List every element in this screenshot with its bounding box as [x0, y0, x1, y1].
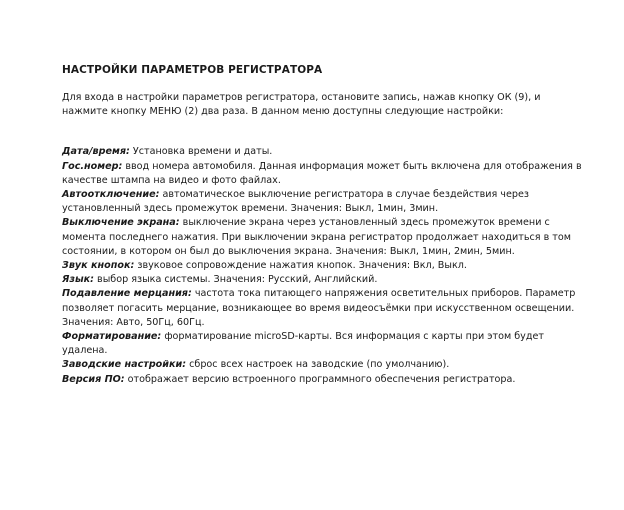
- setting-description: выключение экрана через установленный здесь промежуток времени с момента последнего нажатия. При выключении экрана регистратор продолжает находиться в том состоянии, в котором он был до выключения экрана. Значения: Выкл, 1мин, 2мин, 5мин.: [62, 217, 571, 257]
- setting-description: частота тока питающего напряжения осветительных приборов. Параметр позволяет погасить мерцание, возникающее во время видеосъёмки при искусственном освещении. Значения: Авто, 50Гц, 60Гц.: [62, 288, 576, 328]
- setting-firmware-version: [62, 373, 582, 387]
- setting-description: форматирование microSD-карты. Вся информация с карты при этом будет удалена.: [62, 331, 544, 357]
- setting-term: Подавление мерцания:: [62, 288, 192, 300]
- intro-paragraph: Для входа в настройки параметров регистратора, остановите запись, нажав кнопку ОК (9), и нажмите кнопку МЕНЮ (2) два раза. В данном меню доступны следующие настройки:: [62, 92, 541, 118]
- setting-description: отображает версию встроенного программного обеспечения регистратора.: [124, 373, 516, 385]
- setting-term: Гос.номер:: [62, 160, 123, 172]
- setting-license-plate: [62, 160, 582, 188]
- setting-flicker-suppression: [62, 287, 582, 330]
- manual-page: [62, 63, 582, 387]
- setting-term: Язык:: [62, 274, 94, 286]
- setting-description: выбор языка системы. Значения: Русский, Английский.: [94, 274, 378, 286]
- setting-factory-reset: [62, 358, 582, 372]
- setting-screen-off: [62, 216, 582, 259]
- setting-date-time: [62, 145, 582, 159]
- setting-description: Установка времени и даты.: [129, 146, 273, 158]
- setting-formatting: [62, 330, 582, 358]
- setting-term: Выключение экрана:: [62, 217, 180, 229]
- setting-term: Дата/время:: [62, 146, 130, 158]
- settings-list: [62, 145, 582, 386]
- setting-auto-off: [62, 188, 582, 216]
- setting-term: Версия ПО:: [62, 373, 125, 385]
- setting-language: [62, 273, 582, 287]
- setting-button-sound: [62, 259, 582, 273]
- setting-term: Заводские настройки:: [62, 359, 187, 371]
- setting-description: автоматическое выключение регистратора в случае бездействия через установленный здесь промежуток времени. Значения: Выкл, 1мин, 3мин.: [62, 189, 529, 215]
- setting-description: звуковое сопровождение нажатия кнопок. Значения: Вкл, Выкл.: [134, 260, 467, 272]
- setting-term: Звук кнопок:: [62, 260, 135, 272]
- setting-description: сброс всех настроек на заводские (по умолчанию).: [186, 359, 450, 371]
- page-title: НАСТРОЙКИ ПАРАМЕТРОВ РЕГИСТРАТОРА: [62, 64, 323, 76]
- setting-description: ввод номера автомобиля. Данная информация может быть включена для отображения в качестве штампа на видео и фото файлах.: [62, 160, 582, 186]
- setting-term: Автоотключение:: [62, 189, 160, 201]
- setting-term: Форматирование:: [62, 331, 162, 343]
